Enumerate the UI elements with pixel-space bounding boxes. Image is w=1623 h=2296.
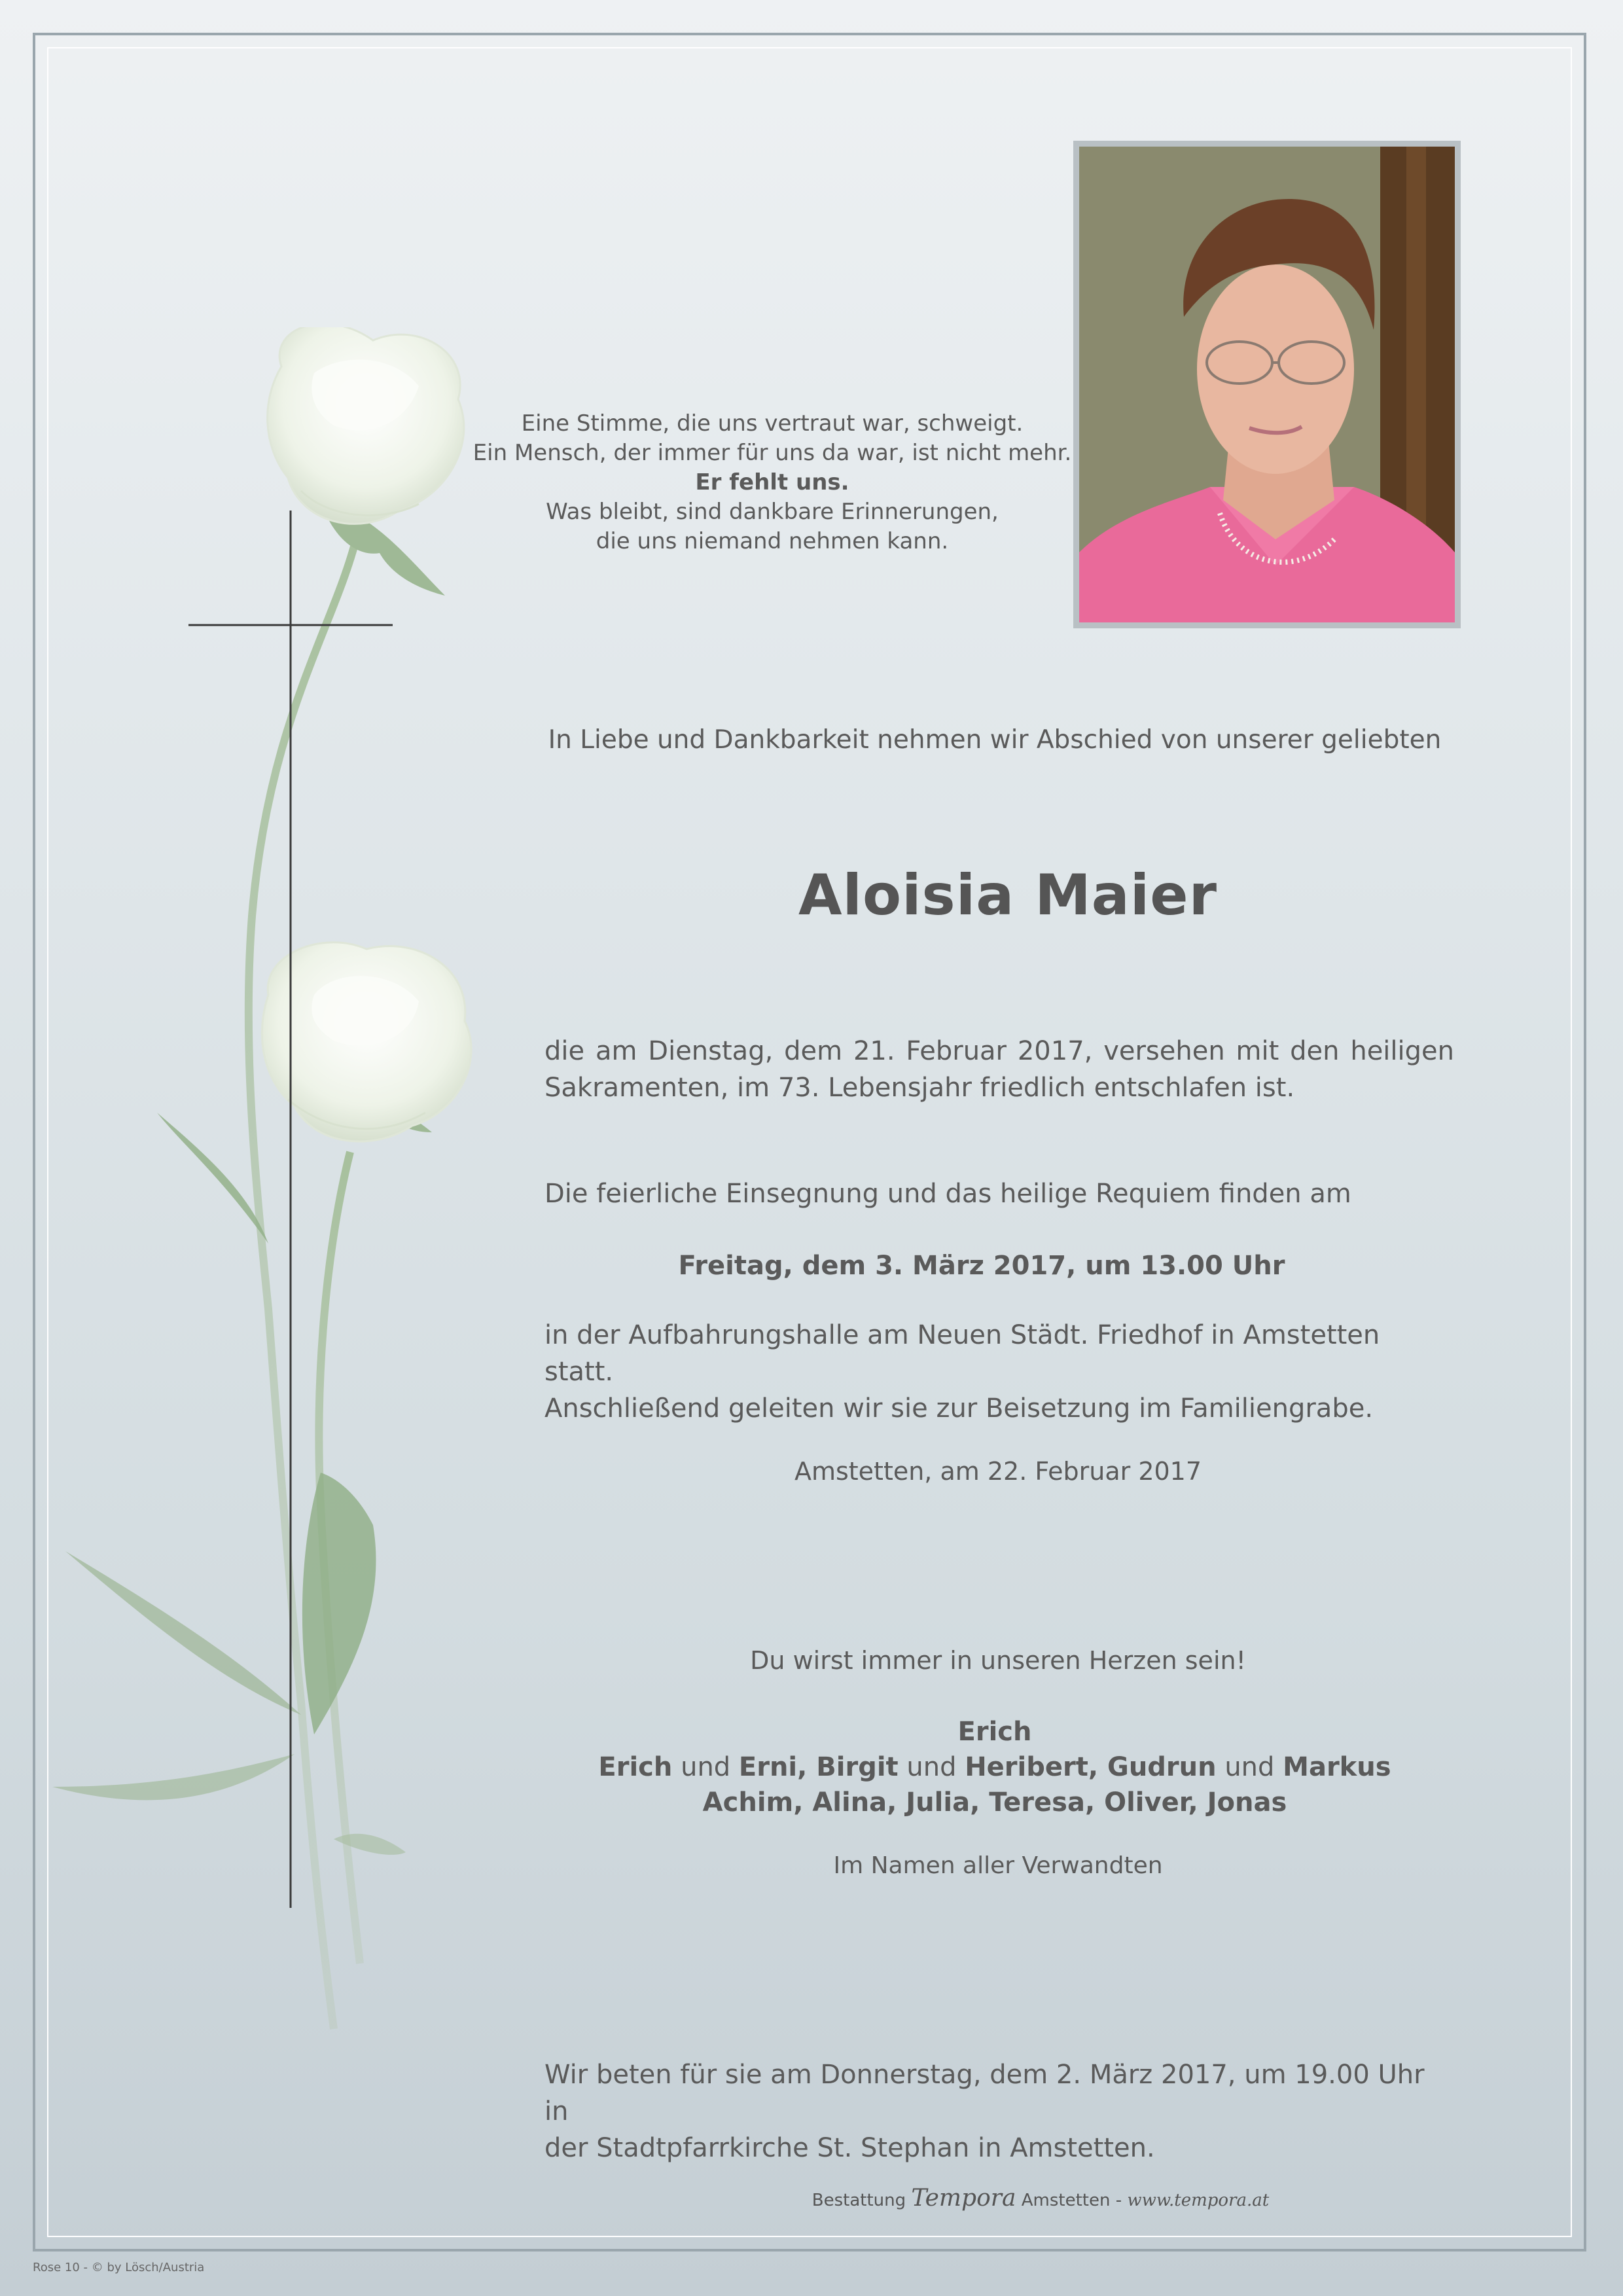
ceremony-location	[544, 1317, 1454, 1427]
leaf	[65, 1551, 301, 1715]
family-name: Markus	[1283, 1752, 1391, 1782]
poem-line-emphasis: Er fehlt uns.	[695, 469, 849, 495]
prayer-line: der Stadtpfarrkirche St. Stephan in Amstetten.	[544, 2133, 1155, 2163]
footer-suffix: Amstetten -	[1021, 2191, 1128, 2210]
image-credit: Rose 10 - © by Lösch/Austria	[33, 2261, 205, 2274]
poem	[458, 409, 1086, 556]
prayer-line: Wir beten für sie am Donnerstag, dem 2. März 2017, um 19.00 Uhr in	[544, 2060, 1425, 2126]
family-name: Gudrun	[1107, 1752, 1217, 1782]
poem-line: Ein Mensch, der immer für uns da war, ist nicht mehr.	[473, 440, 1072, 466]
leaf	[52, 1754, 294, 1800]
rose-top	[268, 327, 464, 524]
ceremony-line: in der Aufbahrungshalle am Neuen Städt. Friedhof in Amstetten statt.	[544, 1320, 1380, 1387]
family-line: Achim, Alina, Julia, Teresa, Oliver, Jonas	[702, 1787, 1287, 1818]
memorial-line: Du wirst immer in unseren Herzen sein!	[750, 1646, 1246, 1675]
family-line	[497, 1749, 1492, 1785]
family-name: Birgit	[816, 1752, 899, 1782]
family-connector: ,	[1088, 1752, 1107, 1782]
family-connector: und	[672, 1752, 739, 1782]
family-connector: und	[898, 1752, 965, 1782]
family-connector: und	[1216, 1752, 1283, 1782]
place-date: Amstetten, am 22. Februar 2017	[794, 1457, 1202, 1486]
death-line: die am Dienstag, dem 21. Februar 2017, versehen mit den heiligen	[544, 1036, 1454, 1066]
ceremony-date: Freitag, dem 3. März 2017, um 13.00 Uhr	[678, 1251, 1285, 1281]
death-notice	[544, 1033, 1454, 1106]
death-line: Sakramenten, im 73. Lebensjahr friedlich entschlafen ist.	[544, 1073, 1295, 1103]
footer-brand-logo: Tempora	[911, 2185, 1016, 2212]
footer-website-link[interactable]: www.tempora.at	[1127, 2191, 1270, 2210]
ceremony-intro: Die feierliche Einsegnung und das heilige Requiem finden am	[544, 1179, 1351, 1209]
undertaker-footer	[589, 2185, 1492, 2212]
rose-bottom	[262, 942, 471, 1141]
prayer-notice	[544, 2056, 1454, 2166]
relatives-line: Im Namen aller Verwandten	[833, 1852, 1163, 1879]
family-connector: ,	[797, 1752, 817, 1782]
family-name: Erni	[738, 1752, 798, 1782]
footer-prefix: Bestattung	[812, 2191, 906, 2210]
poem-line: Eine Stimme, die uns vertraut war, schweigt.	[521, 410, 1024, 437]
family-line: Erich	[957, 1717, 1032, 1747]
rose-cross-artwork	[52, 327, 510, 2094]
portrait-photo	[1073, 141, 1461, 628]
leaf	[302, 1473, 376, 1734]
poem-line: die uns niemand nehmen kann.	[596, 528, 949, 554]
family-name: Erich	[598, 1752, 673, 1782]
family-name: Heribert	[965, 1752, 1088, 1782]
deceased-name: Aloisia Maier	[798, 863, 1218, 928]
ceremony-line: Anschließend geleiten wir sie zur Beisetzung im Familiengrabe.	[544, 1393, 1374, 1424]
poem-line: Was bleibt, sind dankbare Erinnerungen,	[546, 499, 999, 525]
farewell-intro: In Liebe und Dankbarkeit nehmen wir Abschied von unserer geliebten	[548, 725, 1442, 755]
